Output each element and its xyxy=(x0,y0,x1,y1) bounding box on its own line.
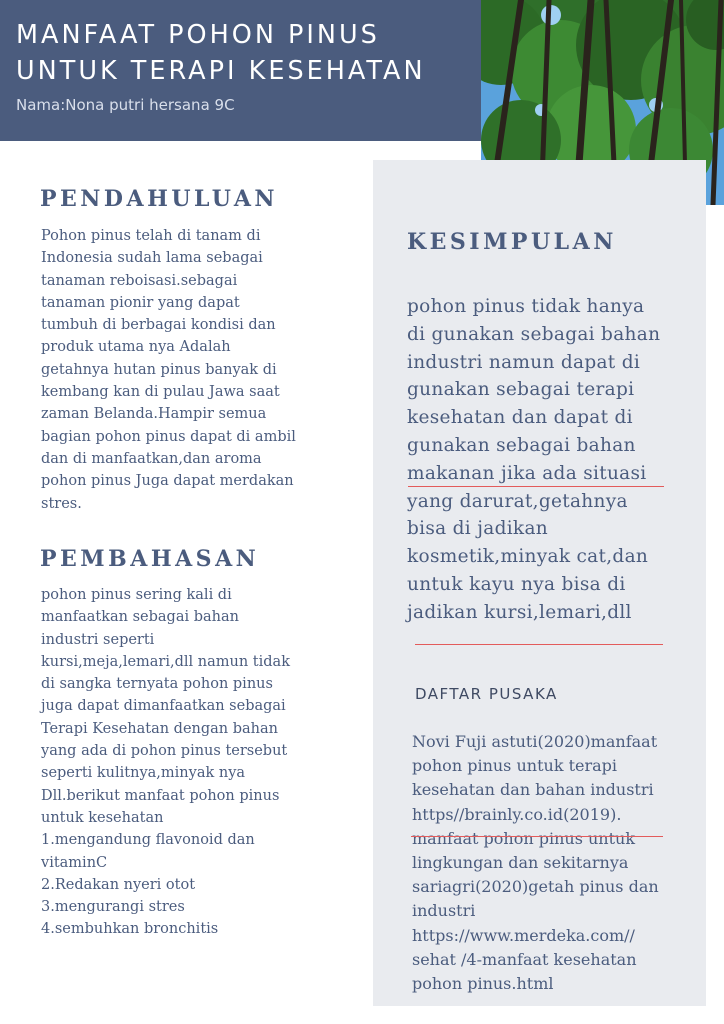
section-body-kesimpulan: pohon pinus tidak hanya di gunakan sebagai bahan industri namun dapat di gunakan sebagai terapi kesehatan dan dapat di gunakan sebagai bahan makanan jika ada situasi yang darurat,getahnya bisa di jadikan kosmetik,minyak cat,dan untuk kayu nya bisa di jadikan kursi,lemari,dll xyxy=(407,296,661,623)
section-heading-kesimpulan: KESIMPULAN xyxy=(407,229,617,255)
section-heading-daftar-pustaka: DAFTAR PUSAKA xyxy=(415,685,558,703)
page-title-line-2: UNTUK TERAPI KESEHATAN xyxy=(16,56,426,86)
pen-underline xyxy=(415,644,663,645)
page-title-line-1: MANFAAT POHON PINUS xyxy=(16,20,380,50)
pen-underline xyxy=(408,486,664,487)
section-body-daftar-pustaka: Novi Fuji astuti(2020)manfaat pohon pinus untuk terapi kesehatan dan bahan industri https//brainly.co.id(2019). manfaat pohon pinus untuk lingkungan dan sekitarnya sariagri(2020)getah pinus dan industri https://www.merdeka.com// sehat /4-manfaat kesehatan pohon pinus.html xyxy=(412,732,659,994)
section-body-pendahuluan: Pohon pinus telah di tanam di Indonesia sudah lama sebagai tanaman reboisasi.sebagai tanaman pionir yang dapat tumbuh di berbagai kondisi dan produk utama nya Adalah getahnya hutan pinus banyak di kembang kan di pulau Jawa saat zaman Belanda.Hampir semua bagian pohon pinus dapat di ambil dan di manfaatkan,dan aroma pohon pinus Juga dapat merdakan stres. xyxy=(41,228,296,512)
section-heading-pendahuluan: PENDAHULUAN xyxy=(40,186,278,212)
section-heading-pembahasan: PEMBAHASAN xyxy=(40,546,260,572)
author-name: Nama:Nona putri hersana 9C xyxy=(16,96,235,114)
section-body-pembahasan: pohon pinus sering kali di manfaatkan sebagai bahan industri seperti kursi,meja,lemari,dll namun tidak di sangka ternyata pohon pinus juga dapat dimanfaatkan sebagai Terapi Kesehatan dengan bahan yang ada di pohon pinus tersebut seperti kulitnya,minyak nya Dll.berikut manfaat pohon pinus untuk kesehatan 1.mengandung flavonoid dan vitaminC 2.Redakan nyeri otot 3.mengurangi stres 4.sembuhkan bronchitis xyxy=(41,587,290,938)
title-banner xyxy=(0,0,481,141)
pen-strikethrough xyxy=(411,836,663,837)
